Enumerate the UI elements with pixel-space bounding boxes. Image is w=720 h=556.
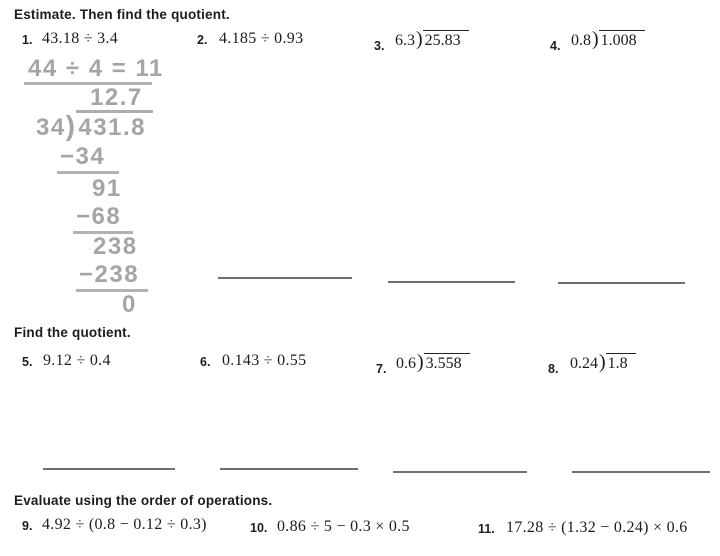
problem-expression: 0.143 ÷ 0.55 bbox=[222, 352, 307, 369]
work-step: −238 bbox=[79, 261, 140, 288]
division-dividend: 1.008 bbox=[599, 30, 645, 50]
work-underline bbox=[57, 171, 119, 174]
long-division-expression bbox=[570, 353, 636, 373]
worked-estimate-line: 44 ÷ 4 = 11 bbox=[28, 55, 164, 82]
problem-expression: 9.12 ÷ 0.4 bbox=[43, 352, 111, 369]
division-bracket-icon bbox=[592, 30, 599, 50]
division-divisor: 34 bbox=[36, 114, 66, 141]
problem-expression: 4.92 ÷ (0.8 − 0.12 ÷ 0.3) bbox=[42, 516, 207, 533]
division-divisor: 0.8 bbox=[571, 32, 591, 49]
answer-blank bbox=[393, 471, 527, 473]
division-bracket-icon bbox=[599, 353, 606, 373]
answer-blank bbox=[220, 468, 358, 470]
problem-expression: 43.18 ÷ 3.4 bbox=[42, 30, 119, 47]
section-heading-order-of-operations: Evaluate using the order of operations. bbox=[14, 493, 273, 508]
division-dividend: 1.8 bbox=[606, 353, 636, 373]
division-divisor: 0.24 bbox=[570, 355, 598, 372]
problem-number: 4. bbox=[550, 39, 561, 53]
answer-blank bbox=[558, 282, 685, 284]
work-step: 91 bbox=[92, 175, 122, 202]
division-dividend: 431.8 bbox=[76, 110, 153, 142]
problem-number: 11. bbox=[478, 522, 495, 536]
problem-expression: 4.185 ÷ 0.93 bbox=[219, 30, 304, 47]
worked-long-division bbox=[36, 110, 153, 142]
problem-expression: 0.86 ÷ 5 − 0.3 × 0.5 bbox=[277, 518, 410, 535]
problem-number: 3. bbox=[374, 39, 385, 53]
division-divisor: 6.3 bbox=[395, 32, 415, 49]
problem-number: 10. bbox=[250, 521, 268, 535]
work-step: 238 bbox=[93, 233, 138, 260]
long-division-expression bbox=[395, 30, 469, 50]
answer-blank bbox=[43, 468, 175, 470]
work-step: 0 bbox=[122, 291, 137, 318]
work-step: −34 bbox=[60, 143, 106, 170]
worked-quotient: 12.7 bbox=[90, 84, 143, 111]
problem-number: 7. bbox=[376, 362, 387, 376]
problem-number: 9. bbox=[22, 519, 33, 533]
problem-number: 8. bbox=[548, 362, 559, 376]
answer-blank bbox=[388, 281, 515, 283]
division-bracket-icon bbox=[66, 114, 77, 142]
answer-blank bbox=[572, 471, 710, 473]
problem-number: 5. bbox=[22, 355, 33, 369]
problem-number: 6. bbox=[200, 355, 211, 369]
division-divisor: 0.6 bbox=[396, 355, 416, 372]
division-dividend: 3.558 bbox=[424, 353, 470, 373]
division-bracket-icon bbox=[417, 353, 424, 373]
division-bracket-icon bbox=[416, 30, 423, 50]
division-dividend: 25.83 bbox=[423, 30, 469, 50]
answer-blank bbox=[218, 277, 352, 279]
work-step: −68 bbox=[76, 203, 122, 230]
problem-expression: 17.28 ÷ (1.32 − 0.24) × 0.6 bbox=[506, 519, 688, 536]
problem-number: 2. bbox=[197, 33, 208, 47]
work-underline bbox=[76, 289, 148, 292]
problem-number: 1. bbox=[22, 33, 33, 47]
long-division-expression bbox=[571, 30, 645, 50]
long-division-expression bbox=[396, 353, 470, 373]
section-heading-estimate: Estimate. Then find the quotient. bbox=[14, 7, 230, 22]
section-heading-quotient: Find the quotient. bbox=[14, 325, 131, 340]
